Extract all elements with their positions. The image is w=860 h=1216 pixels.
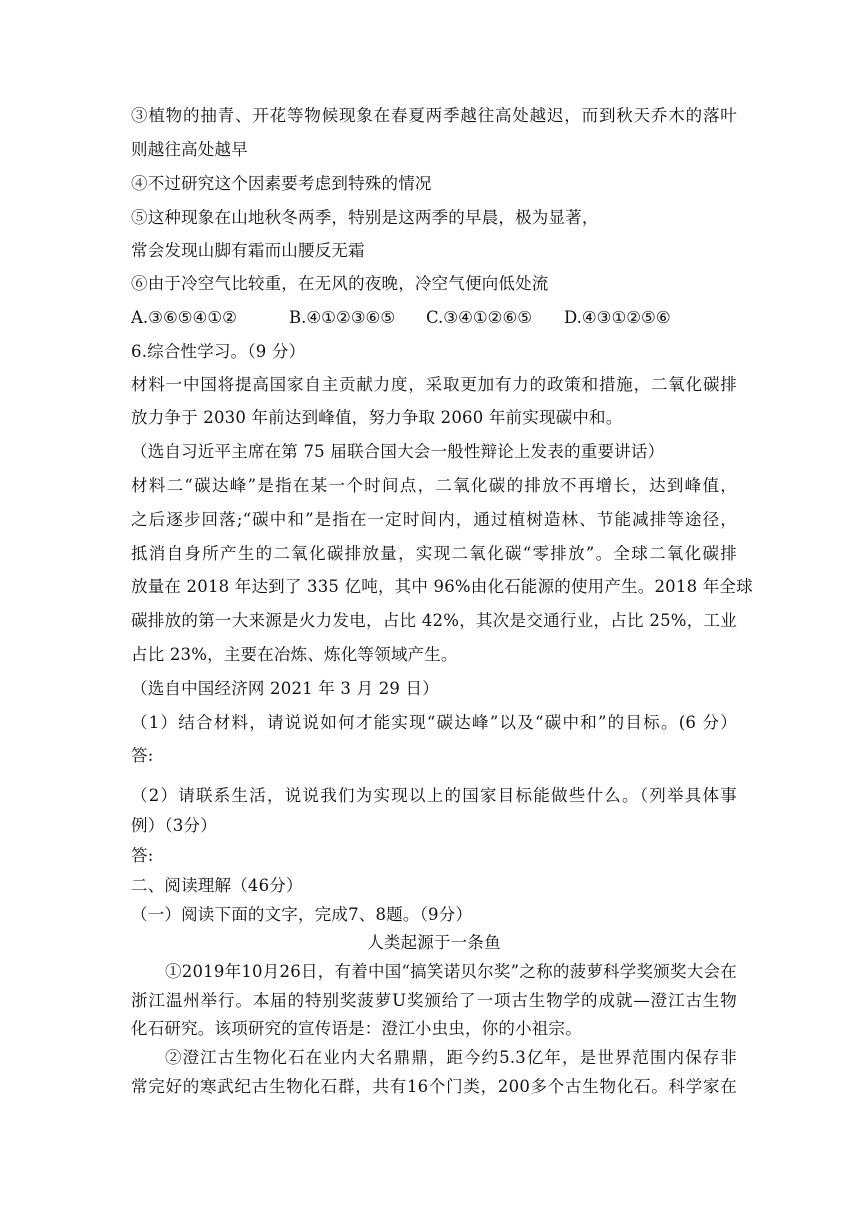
material2-line3: 抵消自身所产生的二氧化碳排放量，实现二氧化碳“零排放”。全球二氧化碳排 [131, 544, 737, 563]
option-sentence-3: ③植物的抽青、开花等物候现象在春夏两季越往高处越迟，而到秋天乔木的落叶 [131, 106, 737, 125]
option-a: A.③⑥⑤④①② [131, 308, 237, 327]
para2-line2: 常完好的寒武纪古生物化石群，共有16个门类，200多个古生物化石。科学家在 [131, 1077, 737, 1096]
option-sentence-6: ⑥由于冷空气比较重，在无风的夜晚，冷空气便向低处流 [131, 274, 549, 293]
material1-line2: 放力争于 2030 年前达到峰值，努力争取 2060 年前实现碳中和。 [131, 408, 623, 427]
sub-question-2-line2: 例）（3分） [131, 816, 217, 835]
source1: （选自习近平主席在第 75 届联合国大会一般性辩论上发表的重要讲话） [131, 442, 665, 461]
source2: （选自中国经济网 2021 年 3 月 29 日） [131, 679, 439, 698]
sub-question-2-line1: （2）请联系生活，说说我们为实现以上的国家目标能做些什么。（列举具体事 [131, 786, 737, 805]
para1-line3: 化石研究。该项研究的宣传语是：澄江小虫虫，你的小祖宗。 [131, 1019, 582, 1038]
para1-line2: 浙江温州举行。本届的特别奖菠萝U奖颁给了一项古生物学的成就—澄江古生物 [131, 991, 737, 1010]
material2-line1: 材料二“碳达峰”是指在某一个时间点，二氧化碳的排放不再增长，达到峰值， [131, 476, 737, 495]
answer-2-label: 答: [131, 846, 154, 865]
option-sentence-5: ⑤这种现象在山地秋冬两季，特别是这两季的早晨，极为显著， [131, 208, 599, 227]
option-sentence-4: ④不过研究这个因素要考虑到特殊的情况 [131, 174, 432, 193]
para2-line1: ②澄江古生物化石在业内大名鼎鼎，距今约5.3亿年，是世界范围内保存非 [165, 1048, 737, 1067]
option-sentence-5-cont: 常会发现山脚有霜而山腰反无霜 [131, 241, 365, 260]
option-c: C.③④①②⑥⑤ [426, 308, 533, 327]
section2-part1: （一）阅读下面的文字，完成7、8题。（9分） [131, 905, 473, 924]
sub-question-1: （1）结合材料，请说说如何才能实现“碳达峰”以及“碳中和”的目标。(6 分） [131, 713, 737, 732]
option-sentence-3-cont: 则越往高处越早 [131, 140, 248, 159]
article-title: 人类起源于一条鱼 [367, 933, 501, 952]
q6-heading: 6.综合性学习。（9 分） [131, 342, 306, 361]
material2-line4: 放量在 2018 年达到了 335 亿吨，其中 96%由化石能源的使用产生。2018 年全球 [131, 577, 753, 596]
section2-heading: 二、阅读理解（46分） [131, 876, 303, 895]
option-b: B.④①②③⑥⑤ [289, 308, 396, 327]
material2-line5: 碳排放的第一大来源是火力发电，占比 42%，其次是交通行业，占比 25%，工业 [131, 611, 737, 630]
material2-line2: 之后逐步回落;“碳中和”是指在一定时间内，通过植树造林、节能减排等途径， [131, 510, 737, 529]
material2-line6: 占比 23%，主要在冶炼、炼化等领域产生。 [131, 645, 458, 664]
material1-line1: 材料一中国将提高国家自主贡献力度，采取更加有力的政策和措施，二氧化碳排 [131, 375, 737, 394]
answer-1-label: 答: [131, 746, 154, 765]
para1-line1: ①2019年10月26日，有着中国“搞笑诺贝尔奖”之称的菠萝科学奖颁奖大会在 [165, 962, 737, 981]
option-d: D.④③①②⑤⑥ [564, 308, 671, 327]
